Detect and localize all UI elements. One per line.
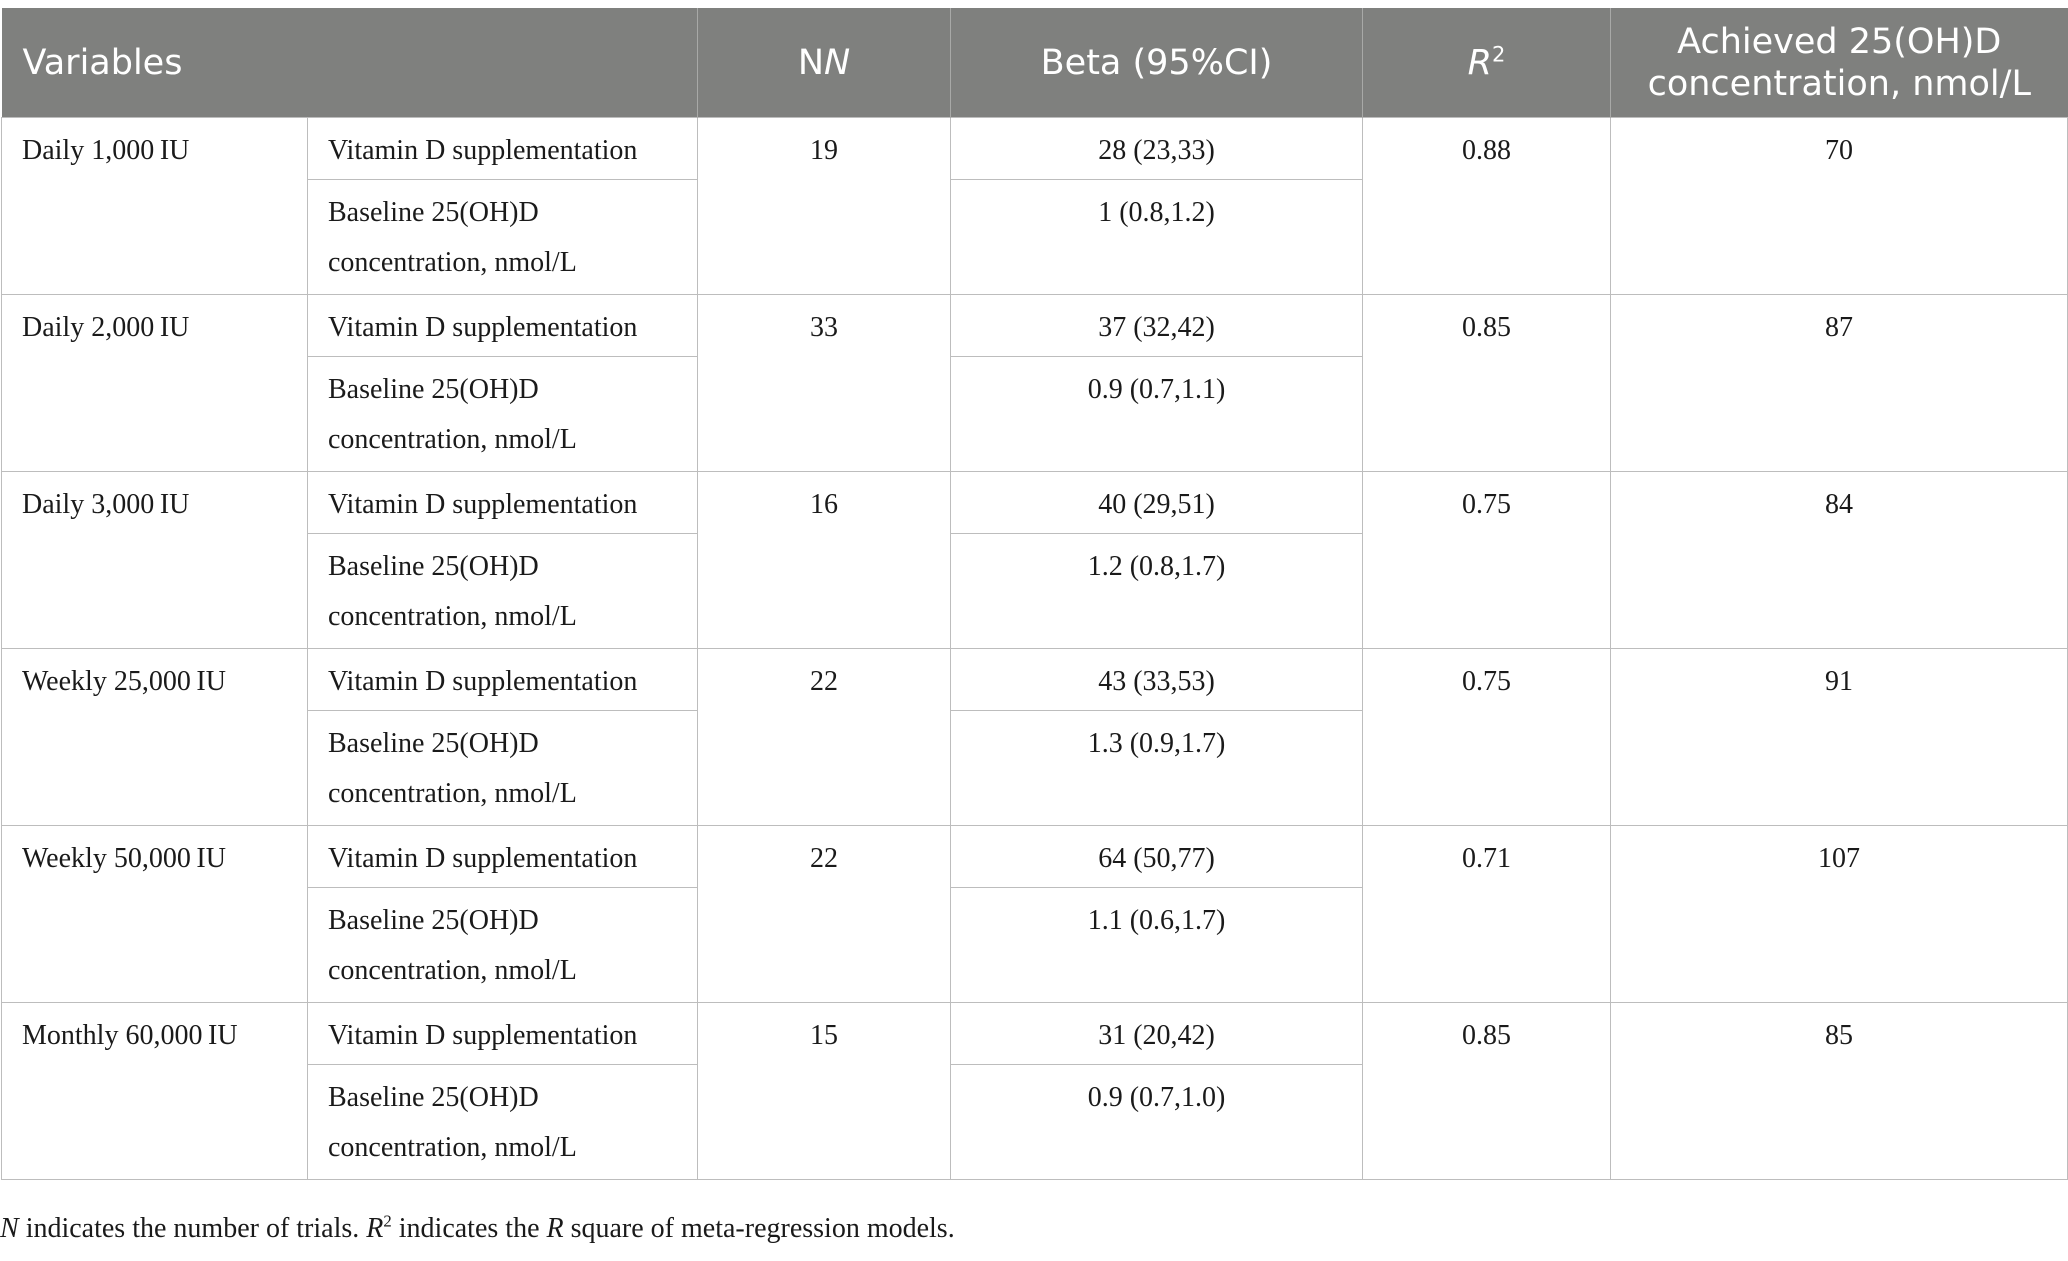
r2-cell: 0.85 bbox=[1363, 1003, 1611, 1180]
table-row bbox=[2, 118, 2068, 180]
r2-cell: 0.75 bbox=[1363, 649, 1611, 826]
table-row bbox=[2, 295, 2068, 357]
r2-cell: 0.71 bbox=[1363, 826, 1611, 1003]
variable-cell: Vitamin D supplementation bbox=[308, 649, 698, 711]
achieved-cell: 87 bbox=[1611, 295, 2068, 472]
table-footnote: N indicates the number of trials. $R^2$ indicates the R square of meta-regression models. bbox=[0, 1211, 955, 1244]
beta-cell: 31 (20,42) bbox=[951, 1003, 1363, 1065]
beta-cell: 0.9 (0.7,1.0) bbox=[951, 1065, 1363, 1180]
beta-cell: 28 (23,33) bbox=[951, 118, 1363, 180]
variable-cell: Baseline 25(OH)D concentration, nmol/L bbox=[308, 357, 698, 472]
achieved-cell: 91 bbox=[1611, 649, 2068, 826]
beta-cell: 1.2 (0.8,1.7) bbox=[951, 534, 1363, 649]
dose-group-cell: Weekly 50,000 IU bbox=[2, 826, 308, 1003]
variable-cell: Baseline 25(OH)D concentration, nmol/L bbox=[308, 180, 698, 295]
n-cell: 16 bbox=[698, 472, 951, 649]
n-cell: 33 bbox=[698, 295, 951, 472]
dose-group-cell: Weekly 25,000 IU bbox=[2, 649, 308, 826]
variable-cell: Vitamin D supplementation bbox=[308, 472, 698, 534]
variable-cell: Baseline 25(OH)D concentration, nmol/L bbox=[308, 1065, 698, 1180]
table-row bbox=[2, 649, 2068, 711]
dose-group-cell: Monthly 60,000 IU bbox=[2, 1003, 308, 1180]
beta-cell: 64 (50,77) bbox=[951, 826, 1363, 888]
header-row bbox=[2, 8, 2068, 118]
header-variables: Variables bbox=[2, 8, 698, 118]
variable-cell: Vitamin D supplementation bbox=[308, 826, 698, 888]
table-row bbox=[2, 1003, 2068, 1065]
variable-cell: Baseline 25(OH)D concentration, nmol/L bbox=[308, 711, 698, 826]
n-cell: 19 bbox=[698, 118, 951, 295]
variable-cell: Baseline 25(OH)D concentration, nmol/L bbox=[308, 534, 698, 649]
dose-group-cell: Daily 3,000 IU bbox=[2, 472, 308, 649]
r2-cell: 0.85 bbox=[1363, 295, 1611, 472]
beta-cell: 1 (0.8,1.2) bbox=[951, 180, 1363, 295]
beta-cell: 1.1 (0.6,1.7) bbox=[951, 888, 1363, 1003]
variable-cell: Baseline 25(OH)D concentration, nmol/L bbox=[308, 888, 698, 1003]
n-cell: 15 bbox=[698, 1003, 951, 1180]
r2-cell: 0.88 bbox=[1363, 118, 1611, 295]
variable-cell: Vitamin D supplementation bbox=[308, 1003, 698, 1065]
n-cell: 22 bbox=[698, 649, 951, 826]
beta-cell: 0.9 (0.7,1.1) bbox=[951, 357, 1363, 472]
achieved-cell: 84 bbox=[1611, 472, 2068, 649]
beta-cell: 43 (33,53) bbox=[951, 649, 1363, 711]
achieved-cell: 70 bbox=[1611, 118, 2068, 295]
header-beta: Beta (95%CI) bbox=[951, 8, 1363, 118]
achieved-cell: 107 bbox=[1611, 826, 2068, 1003]
results-table bbox=[1, 8, 2068, 1180]
achieved-cell: 85 bbox=[1611, 1003, 2068, 1180]
header-r2: $R^2$ bbox=[1363, 8, 1611, 118]
n-cell: 22 bbox=[698, 826, 951, 1003]
beta-cell: 1.3 (0.9,1.7) bbox=[951, 711, 1363, 826]
beta-cell: 37 (32,42) bbox=[951, 295, 1363, 357]
dose-group-cell: Daily 1,000 IU bbox=[2, 118, 308, 295]
header-n: NN bbox=[698, 8, 951, 118]
header-achieved: Achieved 25(OH)D concentration, nmol/L bbox=[1611, 8, 2068, 118]
table-row bbox=[2, 826, 2068, 888]
beta-cell: 40 (29,51) bbox=[951, 472, 1363, 534]
dose-group-cell: Daily 2,000 IU bbox=[2, 295, 308, 472]
variable-cell: Vitamin D supplementation bbox=[308, 118, 698, 180]
table-row bbox=[2, 472, 2068, 534]
r2-cell: 0.75 bbox=[1363, 472, 1611, 649]
variable-cell: Vitamin D supplementation bbox=[308, 295, 698, 357]
